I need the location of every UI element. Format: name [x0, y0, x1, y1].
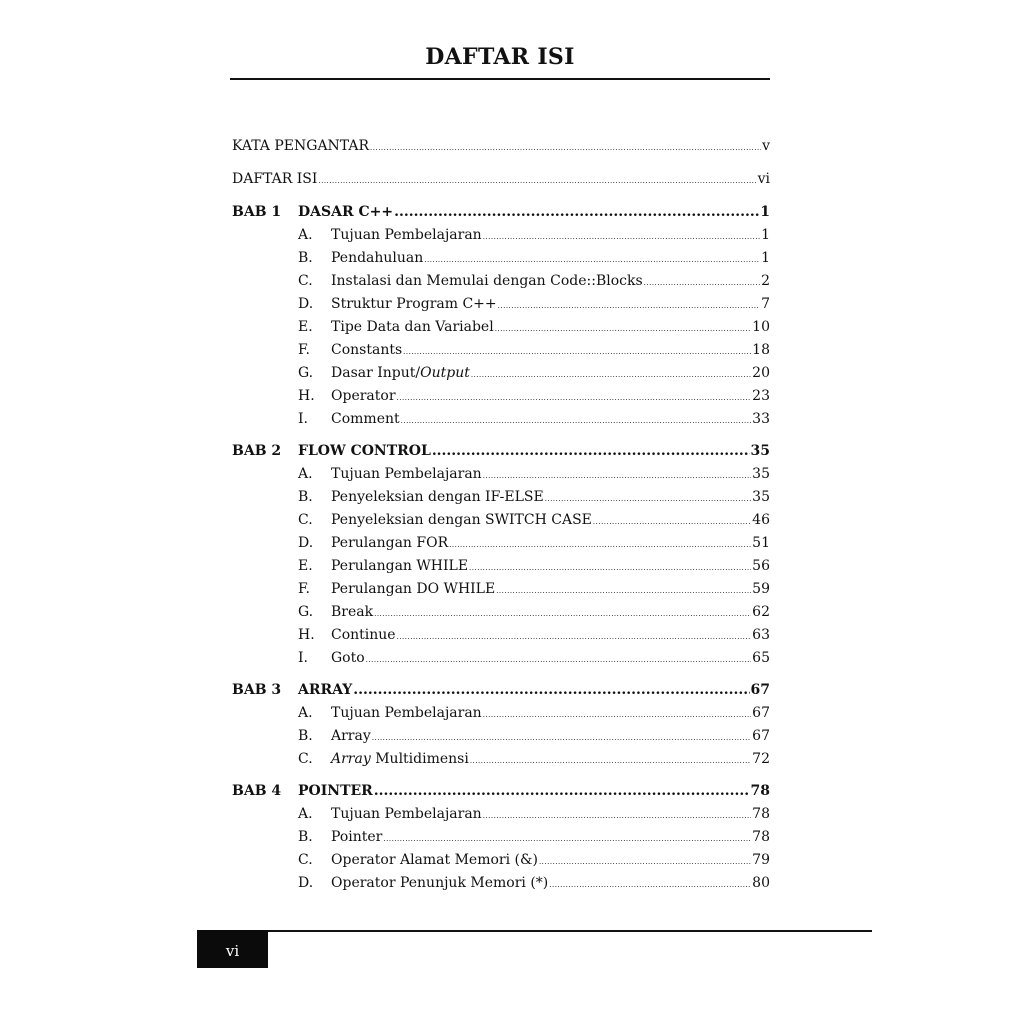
toc-page-number: 10	[752, 319, 770, 335]
dot-leader	[483, 805, 751, 828]
section-title: Operator Alamat Memori (&)	[331, 852, 538, 868]
toc-section-entry	[232, 532, 770, 555]
chapter-title: DASAR C++	[298, 204, 394, 220]
dot-leader	[449, 534, 751, 557]
toc-section-entry	[232, 385, 770, 408]
toc-section-entry	[232, 624, 770, 647]
section-title: Constants	[331, 342, 403, 358]
dot-leader	[495, 318, 751, 341]
toc-section-entry	[232, 486, 770, 509]
toc-page-number: 67	[752, 728, 770, 744]
dot-leader	[549, 874, 751, 897]
section-title: Goto	[331, 650, 365, 666]
section-letter: A.	[298, 466, 313, 482]
toc-page-number: 46	[752, 512, 770, 528]
toc-page-number: 23	[752, 388, 770, 404]
toc-section-entry	[232, 362, 770, 385]
dot-leader	[374, 780, 750, 803]
dot-leader	[383, 828, 751, 851]
section-title: Instalasi dan Memulai dengan Code::Blocks	[331, 273, 643, 289]
toc-page-number: 62	[752, 604, 770, 620]
toc-section-entry	[232, 748, 770, 771]
toc-section-entry	[232, 270, 770, 293]
section-letter: D.	[298, 535, 314, 551]
toc-chapter-heading	[232, 201, 770, 224]
toc-page-number: 1	[761, 250, 770, 266]
section-title: Tujuan Pembelajaran	[331, 466, 482, 482]
dot-leader	[644, 272, 760, 295]
section-title: Pointer	[331, 829, 383, 845]
dot-leader	[496, 580, 751, 603]
toc-page-number: 20	[752, 365, 770, 381]
dot-leader	[374, 603, 751, 626]
toc-section-entry	[232, 872, 770, 895]
toc-page-number: 63	[752, 627, 770, 643]
section-letter: F.	[298, 581, 310, 597]
section-letter: E.	[298, 558, 313, 574]
dot-leader	[470, 750, 751, 773]
section-title: Pendahuluan	[331, 250, 424, 266]
section-title: Struktur Program C++	[331, 296, 497, 312]
toc-section-entry	[232, 803, 770, 826]
dot-leader	[424, 249, 760, 272]
toc-page-number: 59	[752, 581, 770, 597]
toc-page-number: 72	[752, 751, 770, 767]
toc-entry-label: KATA PENGANTAR	[232, 138, 370, 154]
toc-page-number: 35	[752, 489, 770, 505]
toc-page-number: 1	[761, 227, 770, 243]
section-letter: B.	[298, 728, 313, 744]
section-title: Continue	[331, 627, 396, 643]
toc-page-number: 79	[752, 852, 770, 868]
toc-page-number: 51	[752, 535, 770, 551]
section-letter: I.	[298, 650, 308, 666]
toc-section-entry	[232, 224, 770, 247]
chapter-number: BAB 4	[232, 783, 282, 799]
chapter-number: BAB 3	[232, 682, 282, 698]
toc-page-number: 1	[760, 204, 770, 220]
toc-page-number: 78	[752, 806, 770, 822]
section-letter: I.	[298, 411, 308, 427]
table-of-contents	[232, 135, 770, 895]
section-title: Penyeleksian dengan IF-ELSE	[331, 489, 544, 505]
section-letter: E.	[298, 319, 313, 335]
section-title: Dasar Input/Output	[331, 365, 470, 381]
toc-chapter-heading	[232, 780, 770, 803]
section-letter: C.	[298, 751, 313, 767]
section-letter: B.	[298, 489, 313, 505]
dot-leader	[397, 626, 752, 649]
section-title: Operator	[331, 388, 396, 404]
dot-leader	[593, 511, 751, 534]
toc-page-number: vi	[757, 171, 770, 187]
section-letter: C.	[298, 273, 313, 289]
chapter-title: FLOW CONTROL	[298, 443, 431, 459]
section-letter: G.	[298, 365, 314, 381]
toc-page-number: 35	[750, 443, 770, 459]
toc-section-entry	[232, 578, 770, 601]
section-title: Tujuan Pembelajaran	[331, 705, 482, 721]
section-letter: A.	[298, 705, 313, 721]
dot-leader	[483, 465, 751, 488]
dot-leader	[401, 410, 752, 433]
section-letter: A.	[298, 806, 313, 822]
section-title: Perulangan FOR	[331, 535, 449, 551]
dot-leader	[483, 226, 760, 249]
dot-leader	[469, 557, 751, 580]
dot-leader	[471, 364, 751, 387]
section-title: Comment	[331, 411, 400, 427]
section-title: Perulangan DO WHILE	[331, 581, 496, 597]
dot-leader	[318, 170, 756, 193]
dot-leader	[432, 440, 750, 463]
title-divider	[230, 78, 770, 80]
dot-leader	[539, 851, 751, 874]
section-title: Perulangan WHILE	[331, 558, 469, 574]
toc-front-entry	[232, 135, 770, 168]
section-letter: D.	[298, 875, 314, 891]
chapter-number: BAB 2	[232, 443, 282, 459]
footer-divider	[268, 930, 872, 932]
dot-leader	[372, 727, 751, 750]
toc-entry-label: DAFTAR ISI	[232, 171, 318, 187]
section-letter: H.	[298, 388, 315, 404]
dot-leader	[483, 704, 751, 727]
section-letter: G.	[298, 604, 314, 620]
toc-section-entry	[232, 601, 770, 624]
toc-section-entry	[232, 463, 770, 486]
dot-leader	[353, 679, 749, 702]
section-title: Tipe Data dan Variabel	[331, 319, 494, 335]
section-letter: B.	[298, 250, 313, 266]
toc-page-number: v	[762, 138, 770, 154]
section-letter: F.	[298, 342, 310, 358]
section-title: Tujuan Pembelajaran	[331, 806, 482, 822]
toc-section-entry	[232, 408, 770, 431]
toc-page-number: 78	[750, 783, 770, 799]
toc-page-number: 80	[752, 875, 770, 891]
page-number-badge: vi	[197, 930, 268, 968]
toc-section-entry	[232, 826, 770, 849]
section-title: Break	[331, 604, 374, 620]
dot-leader	[370, 137, 761, 160]
toc-front-entry	[232, 168, 770, 201]
toc-section-entry	[232, 247, 770, 270]
toc-page-number: 2	[761, 273, 770, 289]
chapter-title: POINTER	[298, 783, 373, 799]
section-title: Array	[331, 728, 371, 744]
dot-leader	[498, 295, 760, 318]
section-letter: D.	[298, 296, 314, 312]
section-letter: B.	[298, 829, 313, 845]
toc-page-number: 67	[752, 705, 770, 721]
toc-section-entry	[232, 339, 770, 362]
toc-section-entry	[232, 702, 770, 725]
toc-section-entry	[232, 555, 770, 578]
toc-page-number: 65	[752, 650, 770, 666]
section-letter: A.	[298, 227, 313, 243]
dot-leader	[403, 341, 751, 364]
section-letter: C.	[298, 512, 313, 528]
toc-page-number: 33	[752, 411, 770, 427]
dot-leader	[394, 201, 759, 224]
toc-page-number: 7	[761, 296, 770, 312]
section-title: Tujuan Pembelajaran	[331, 227, 482, 243]
toc-section-entry	[232, 647, 770, 670]
dot-leader	[545, 488, 751, 511]
toc-chapter-heading	[232, 679, 770, 702]
section-title: Penyeleksian dengan SWITCH CASE	[331, 512, 592, 528]
section-letter: C.	[298, 852, 313, 868]
toc-section-entry	[232, 509, 770, 532]
toc-section-entry	[232, 316, 770, 339]
section-title: Operator Penunjuk Memori (*)	[331, 875, 549, 891]
toc-chapter-heading	[232, 440, 770, 463]
toc-page-number: 35	[752, 466, 770, 482]
toc-section-entry	[232, 293, 770, 316]
chapter-number: BAB 1	[232, 204, 282, 220]
chapter-title: ARRAY	[298, 682, 353, 698]
toc-section-entry	[232, 849, 770, 872]
toc-page-number: 56	[752, 558, 770, 574]
toc-section-entry	[232, 725, 770, 748]
toc-page-number: 18	[752, 342, 770, 358]
section-title: Array Multidimensi	[331, 751, 469, 767]
dot-leader	[366, 649, 752, 672]
toc-page-number: 67	[750, 682, 770, 698]
toc-page-number: 78	[752, 829, 770, 845]
dot-leader	[397, 387, 752, 410]
page-title: DAFTAR ISI	[425, 44, 575, 70]
section-letter: H.	[298, 627, 315, 643]
